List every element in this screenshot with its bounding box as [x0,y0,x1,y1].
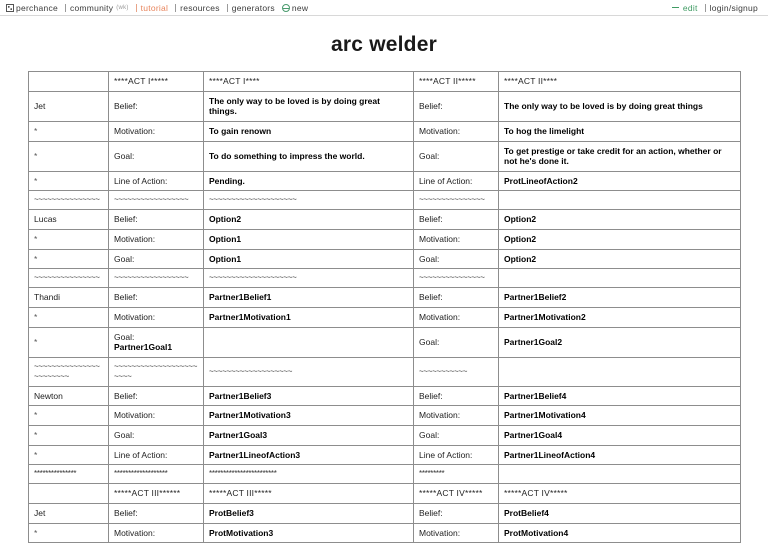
nav-item-community-label: community [69,2,114,13]
cell-character-name: * [29,141,109,171]
cell-act-3-content: *****ACT III***** [204,484,414,504]
table-row [29,386,741,406]
perchance-logo-icon [6,4,14,12]
cell-separator: ******************* [109,465,204,484]
table-row [29,406,741,426]
cell-character-name: Newton [29,386,109,406]
cell-field-label: Belief: [414,210,499,230]
cell-field-value: Partner1Motivation4 [499,406,741,426]
cell-character-name: * [29,249,109,269]
cell-field-label: Belief: [414,503,499,523]
cell-field-label: Belief: [414,288,499,308]
table-row-act-header-1 [29,72,741,92]
cell-field-value: ProtLineofAction2 [499,171,741,191]
nav-left-group [5,3,313,13]
cell-field-label: Belief: [109,210,204,230]
cell-field-value-empty [204,327,414,357]
cell-field-label: Motivation: [109,307,204,327]
cell-field-label: Line of Action: [414,171,499,191]
cell-field-label: Belief: [414,386,499,406]
cell-separator: ********* [414,465,499,484]
cell-separator [499,191,741,210]
nav-item-community[interactable] [63,3,134,13]
cell-field-label: Motivation: [414,121,499,141]
cell-field-label: Goal: [109,426,204,446]
nav-item-generators[interactable] [225,3,280,13]
table-row [29,91,741,121]
nav-brand-label: perchance [16,2,58,13]
cell-field-value: To gain renown [204,121,414,141]
cell-separator: ~~~~~~~~~~~~~~~ [29,269,109,288]
cell-field-value: Partner1Belief1 [204,288,414,308]
table-row-separator [29,269,741,288]
cell-field-label: Line of Action: [109,445,204,465]
table-row [29,121,741,141]
story-arc-table [28,71,741,543]
cell-act-2-content: ****ACT II**** [499,72,741,92]
table-row [29,523,741,543]
cell-separator: ~~~~~~~~~~~~~~~~~~~~ [204,191,414,210]
cell-field-label: Line of Action: [414,445,499,465]
bar-icon [227,4,230,12]
table-row-separator [29,357,741,386]
cell-field-value: To do something to impress the world. [204,141,414,171]
cell-character-name: * [29,121,109,141]
table-row [29,327,741,357]
cell-field-value: Partner1Belief3 [204,386,414,406]
cell-separator: ~~~~~~~~~~~~~~~ [414,269,499,288]
cell-character-name: * [29,445,109,465]
cell-field-label: Belief: [109,91,204,121]
cell-field-label-stacked [109,327,204,357]
cell-field-value: To hog the limelight [499,121,741,141]
cell-separator: ~~~~~~~~~~~~~~~~~~~~~~~ [109,357,204,386]
table-row [29,171,741,191]
cell-character-name: Jet [29,503,109,523]
cell-field-label: Motivation: [109,230,204,250]
cell-field-label: Goal: [414,249,499,269]
cell-separator: ~~~~~~~~~~~~~~~~~ [109,191,204,210]
cell-separator: ************************ [204,465,414,484]
cell-field-value: Partner1Belief2 [499,288,741,308]
story-table-body [29,72,741,543]
cell-field-value: ProtBelief4 [499,503,741,523]
cell-separator: *************** [29,465,109,484]
cell-field-label: Belief: [109,503,204,523]
nav-right-group [670,3,763,13]
cell-field-label: Goal: [114,331,135,342]
cell-field-label: Belief: [109,386,204,406]
table-row [29,426,741,446]
cell-field-label: Motivation: [109,406,204,426]
cell-field-label: Goal: [414,141,499,171]
story-table-wrapper [0,71,768,543]
cell-character-name: Lucas [29,210,109,230]
cell-field-value: Partner1Goal2 [499,327,741,357]
cell-field-label: Belief: [109,288,204,308]
cell-character-name: * [29,426,109,446]
cell-act-4-content: *****ACT IV***** [499,484,741,504]
cell-field-label: Motivation: [414,230,499,250]
cell-separator: ~~~~~~~~~~~~~~~ [29,191,109,210]
nav-item-resources-label: resources [180,2,220,13]
cell-field-label: Motivation: [109,523,204,543]
cell-field-label: Motivation: [414,406,499,426]
cell-empty [29,484,109,504]
cell-separator [499,465,741,484]
nav-item-edit[interactable] [670,3,703,13]
dash-icon [672,7,679,8]
table-row [29,288,741,308]
cell-character-name: * [29,406,109,426]
cell-field-value: Partner1Motivation2 [499,307,741,327]
cell-separator [499,269,741,288]
table-row [29,307,741,327]
cell-field-value: Option2 [499,230,741,250]
cell-field-value: ProtMotivation3 [204,523,414,543]
cell-field-value: Option2 [204,210,414,230]
cell-field-label: Goal: [414,327,499,357]
cell-field-label: Motivation: [414,523,499,543]
cell-field-label: Goal: [109,249,204,269]
nav-item-login-signup-label: login/signup [709,2,758,13]
cell-field-value: Partner1Motivation1 [204,307,414,327]
cell-field-value: To get prestige or take credit for an action, whether or not he's done it. [499,141,741,171]
table-row [29,141,741,171]
cell-field-value: Option2 [499,210,741,230]
cell-character-name: * [29,171,109,191]
cell-act-3-label: *****ACT III****** [109,484,204,504]
table-row-separator [29,465,741,484]
cell-act-1-label: ****ACT I***** [109,72,204,92]
cell-field-value: Option2 [499,249,741,269]
cell-field-value: Partner1Belief4 [499,386,741,406]
cell-character-name: Jet [29,91,109,121]
cell-character-name: * [29,523,109,543]
cell-separator [499,357,741,386]
cell-field-value: Option1 [204,249,414,269]
cell-field-value: Partner1Goal3 [204,426,414,446]
bar-icon [136,4,139,12]
nav-item-login-signup[interactable] [703,3,763,13]
cell-field-label: Motivation: [109,121,204,141]
cell-field-value: Option1 [204,230,414,250]
cell-field-value: The only way to be loved is by doing great things. [204,91,414,121]
nav-item-tutorial[interactable] [134,3,174,13]
cell-field-value: ProtBelief3 [204,503,414,523]
cell-empty [29,72,109,92]
cell-character-name: * [29,307,109,327]
table-row [29,503,741,523]
cell-field-value: Partner1LineofAction3 [204,445,414,465]
cell-field-value: Partner1LineofAction4 [499,445,741,465]
cell-field-label: Belief: [414,91,499,121]
cell-character-name: * [29,327,109,357]
cell-separator: ~~~~~~~~~~~~~~~~~~~~ [204,269,414,288]
bar-icon [65,4,68,12]
nav-item-generators-label: generators [231,2,275,13]
cell-field-value: ProtMotivation4 [499,523,741,543]
cell-field-label: Goal: [109,141,204,171]
cell-separator: ~~~~~~~~~~~ [414,357,499,386]
table-row [29,230,741,250]
table-row-separator [29,191,741,210]
nav-brand-perchance[interactable] [5,3,63,13]
nav-item-new-label: new [291,2,309,13]
cell-field-label: Line of Action: [109,171,204,191]
nav-item-resources[interactable] [173,3,225,13]
bar-icon [705,4,708,12]
bar-icon [175,4,178,12]
table-row [29,249,741,269]
cell-separator: ~~~~~~~~~~~~~~~~~~~ [204,357,414,386]
cell-field-label: Motivation: [414,307,499,327]
nav-item-tutorial-label: tutorial [140,2,169,13]
cell-act-4-label: *****ACT IV***** [414,484,499,504]
table-row [29,210,741,230]
top-navigation-bar [0,0,768,16]
cell-act-1-content: ****ACT I**** [204,72,414,92]
cell-character-name: Thandi [29,288,109,308]
cell-field-value: Partner1Goal1 [114,342,173,353]
cell-field-value: Pending. [204,171,414,191]
cell-character-name: * [29,230,109,250]
cell-field-value: Partner1Goal4 [499,426,741,446]
page-body [0,33,768,543]
nav-item-new[interactable] [280,3,313,13]
cell-field-value: Partner1Motivation3 [204,406,414,426]
cell-field-label: Goal: [414,426,499,446]
nav-item-community-sub: (wk) [116,4,129,11]
nav-item-edit-label: edit [682,2,698,13]
page-title: arc welder [331,33,437,56]
globe-icon [282,4,290,12]
table-row-act-header-2 [29,484,741,504]
cell-separator: ~~~~~~~~~~~~~~~ [414,191,499,210]
cell-separator: ~~~~~~~~~~~~~~~~~~~~~~~ [29,357,109,386]
cell-field-value: The only way to be loved is by doing great things [499,91,741,121]
cell-separator: ~~~~~~~~~~~~~~~~~ [109,269,204,288]
cell-act-2-label: ****ACT II***** [414,72,499,92]
table-row [29,445,741,465]
